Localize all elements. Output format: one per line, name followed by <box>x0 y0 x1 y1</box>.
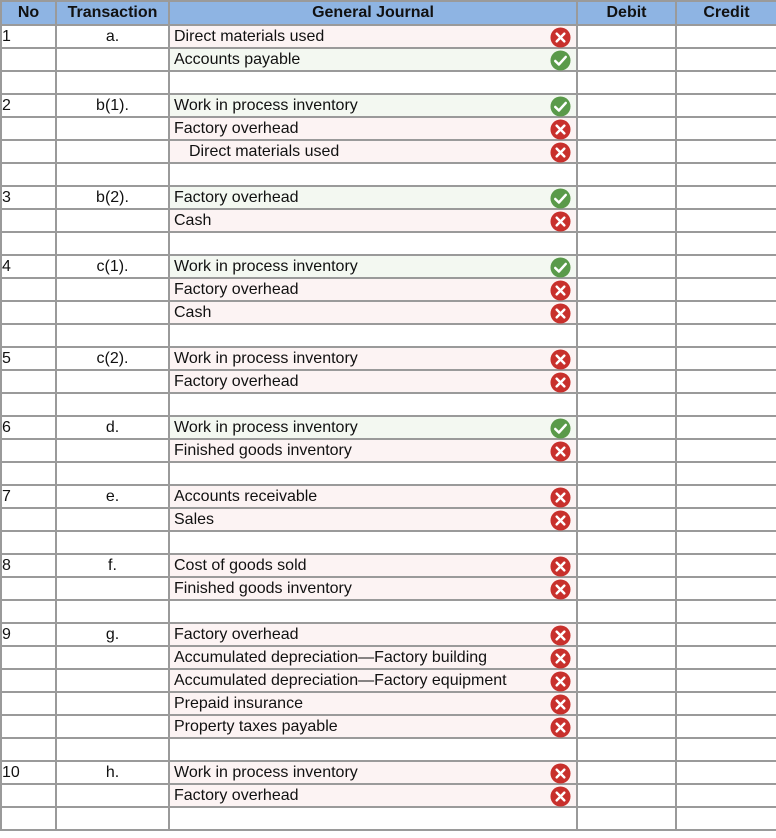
account-name: Sales <box>174 511 215 528</box>
debit-input-cell[interactable] <box>577 209 676 232</box>
table-row <box>1 117 776 140</box>
credit-input-cell[interactable] <box>676 393 776 416</box>
entry-number-cell: 9 <box>1 623 56 646</box>
credit-input-cell[interactable] <box>676 278 776 301</box>
credit-input-cell[interactable] <box>676 416 776 439</box>
x-icon <box>550 211 571 232</box>
transaction-cell <box>56 278 169 301</box>
credit-input-cell[interactable] <box>676 715 776 738</box>
transaction-cell <box>56 784 169 807</box>
entry-number-cell <box>1 508 56 531</box>
account-select-cell[interactable] <box>169 48 577 71</box>
x-icon <box>550 763 571 784</box>
account-name: Factory overhead <box>174 189 299 206</box>
x-icon <box>550 280 571 301</box>
transaction-cell <box>56 71 169 94</box>
header-debit: Debit <box>577 1 676 25</box>
transaction-cell: e. <box>56 485 169 508</box>
debit-input-cell[interactable] <box>577 439 676 462</box>
account-select-cell[interactable] <box>169 669 577 692</box>
credit-input-cell[interactable] <box>676 324 776 347</box>
entry-number-cell <box>1 692 56 715</box>
x-icon <box>550 27 571 48</box>
account-name: Prepaid insurance <box>174 695 303 712</box>
entry-number-cell <box>1 71 56 94</box>
table-row <box>1 807 776 830</box>
debit-input-cell[interactable] <box>577 554 676 577</box>
transaction-cell <box>56 508 169 531</box>
account-select-cell[interactable] <box>169 577 577 600</box>
credit-input-cell[interactable] <box>676 531 776 554</box>
entry-number-cell <box>1 370 56 393</box>
account-select-cell[interactable] <box>169 25 577 48</box>
check-icon <box>550 188 571 209</box>
transaction-cell: b(1). <box>56 94 169 117</box>
x-icon <box>550 142 571 163</box>
table-row <box>1 163 776 186</box>
x-icon <box>550 556 571 577</box>
table-row <box>1 577 776 600</box>
credit-input-cell[interactable] <box>676 485 776 508</box>
account-name: Cost of goods sold <box>174 557 307 574</box>
transaction-cell <box>56 600 169 623</box>
transaction-cell: c(2). <box>56 347 169 370</box>
credit-input-cell[interactable] <box>676 669 776 692</box>
debit-input-cell[interactable] <box>577 784 676 807</box>
entry-number-cell <box>1 715 56 738</box>
table-row <box>1 25 776 48</box>
account-name: Work in process inventory <box>174 350 358 367</box>
entry-number-cell <box>1 807 56 830</box>
debit-input-cell[interactable] <box>577 301 676 324</box>
entry-number-cell: 5 <box>1 347 56 370</box>
account-name: Factory overhead <box>174 787 299 804</box>
check-icon <box>550 96 571 117</box>
account-name: Direct materials used <box>189 143 340 160</box>
transaction-cell <box>56 301 169 324</box>
debit-input-cell[interactable] <box>577 255 676 278</box>
table-row <box>1 186 776 209</box>
debit-input-cell[interactable] <box>577 738 676 761</box>
entry-number-cell <box>1 48 56 71</box>
debit-input-cell[interactable] <box>577 715 676 738</box>
transaction-cell <box>56 209 169 232</box>
debit-input-cell[interactable] <box>577 577 676 600</box>
entry-number-cell <box>1 163 56 186</box>
account-select-cell[interactable] <box>169 531 577 554</box>
transaction-cell <box>56 692 169 715</box>
credit-input-cell[interactable] <box>676 232 776 255</box>
account-select-cell[interactable] <box>169 646 577 669</box>
table-row <box>1 232 776 255</box>
account-name: Finished goods inventory <box>174 580 352 597</box>
account-name: Work in process inventory <box>174 97 358 114</box>
account-name: Cash <box>174 304 212 321</box>
account-select-cell[interactable] <box>169 761 577 784</box>
debit-input-cell[interactable] <box>577 761 676 784</box>
table-row <box>1 623 776 646</box>
table-row <box>1 324 776 347</box>
debit-input-cell[interactable] <box>577 140 676 163</box>
account-select-cell[interactable] <box>169 485 577 508</box>
entry-number-cell <box>1 209 56 232</box>
credit-input-cell[interactable] <box>676 140 776 163</box>
table-row <box>1 71 776 94</box>
check-icon <box>550 50 571 71</box>
credit-input-cell[interactable] <box>676 508 776 531</box>
debit-input-cell[interactable] <box>577 347 676 370</box>
header-no: No <box>1 1 56 25</box>
debit-input-cell[interactable] <box>577 646 676 669</box>
header-credit: Credit <box>676 1 776 25</box>
table-row <box>1 508 776 531</box>
account-select-cell[interactable] <box>169 715 577 738</box>
table-row <box>1 554 776 577</box>
account-select-cell[interactable] <box>169 807 577 830</box>
table-row <box>1 416 776 439</box>
table-row <box>1 393 776 416</box>
x-icon <box>550 510 571 531</box>
entry-number-cell <box>1 738 56 761</box>
entry-number-cell <box>1 669 56 692</box>
transaction-cell <box>56 807 169 830</box>
debit-input-cell[interactable] <box>577 807 676 830</box>
credit-input-cell[interactable] <box>676 761 776 784</box>
account-select-cell[interactable] <box>169 784 577 807</box>
table-row <box>1 715 776 738</box>
transaction-cell <box>56 738 169 761</box>
transaction-cell <box>56 439 169 462</box>
table-row <box>1 209 776 232</box>
x-icon <box>550 625 571 646</box>
transaction-cell: h. <box>56 761 169 784</box>
entry-number-cell <box>1 393 56 416</box>
account-name: Accumulated depreciation—Factory building <box>174 649 488 666</box>
table-row <box>1 370 776 393</box>
transaction-cell <box>56 462 169 485</box>
table-row <box>1 531 776 554</box>
debit-input-cell[interactable] <box>577 623 676 646</box>
journal-body <box>1 25 776 830</box>
debit-input-cell[interactable] <box>577 25 676 48</box>
credit-input-cell[interactable] <box>676 462 776 485</box>
account-select-cell[interactable] <box>169 278 577 301</box>
x-icon <box>550 786 571 807</box>
table-row <box>1 439 776 462</box>
check-icon <box>550 418 571 439</box>
account-select-cell[interactable] <box>169 623 577 646</box>
transaction-cell <box>56 393 169 416</box>
entry-number-cell: 7 <box>1 485 56 508</box>
account-select-cell[interactable] <box>169 140 577 163</box>
entry-number-cell <box>1 462 56 485</box>
debit-input-cell[interactable] <box>577 508 676 531</box>
debit-input-cell[interactable] <box>577 600 676 623</box>
debit-input-cell[interactable] <box>577 324 676 347</box>
transaction-cell <box>56 140 169 163</box>
entry-number-cell <box>1 324 56 347</box>
account-select-cell[interactable] <box>169 186 577 209</box>
account-name: Factory overhead <box>174 373 299 390</box>
account-select-cell[interactable] <box>169 439 577 462</box>
transaction-cell <box>56 163 169 186</box>
transaction-cell <box>56 669 169 692</box>
credit-input-cell[interactable] <box>676 255 776 278</box>
transaction-cell <box>56 715 169 738</box>
transaction-cell <box>56 531 169 554</box>
entry-number-cell <box>1 577 56 600</box>
account-name: Direct materials used <box>174 28 325 45</box>
table-row <box>1 761 776 784</box>
entry-number-cell <box>1 232 56 255</box>
x-icon <box>550 119 571 140</box>
credit-input-cell[interactable] <box>676 692 776 715</box>
table-row <box>1 784 776 807</box>
credit-input-cell[interactable] <box>676 94 776 117</box>
credit-input-cell[interactable] <box>676 370 776 393</box>
transaction-cell: b(2). <box>56 186 169 209</box>
account-select-cell[interactable] <box>169 508 577 531</box>
transaction-cell <box>56 577 169 600</box>
account-name: Work in process inventory <box>174 764 358 781</box>
transaction-cell <box>56 324 169 347</box>
x-icon <box>550 441 571 462</box>
credit-input-cell[interactable] <box>676 600 776 623</box>
table-row <box>1 48 776 71</box>
account-select-cell[interactable] <box>169 301 577 324</box>
entry-number-cell <box>1 600 56 623</box>
x-icon <box>550 349 571 370</box>
transaction-cell <box>56 232 169 255</box>
account-select-cell[interactable] <box>169 600 577 623</box>
header-row <box>1 1 776 25</box>
account-select-cell[interactable] <box>169 94 577 117</box>
debit-input-cell[interactable] <box>577 531 676 554</box>
entry-number-cell: 1 <box>1 25 56 48</box>
entry-number-cell <box>1 439 56 462</box>
credit-input-cell[interactable] <box>676 646 776 669</box>
entry-number-cell: 6 <box>1 416 56 439</box>
table-row <box>1 485 776 508</box>
credit-input-cell[interactable] <box>676 25 776 48</box>
debit-input-cell[interactable] <box>577 232 676 255</box>
account-select-cell[interactable] <box>169 117 577 140</box>
entry-number-cell: 4 <box>1 255 56 278</box>
account-select-cell[interactable] <box>169 255 577 278</box>
transaction-cell <box>56 370 169 393</box>
account-name: Accumulated depreciation—Factory equipment <box>174 672 507 689</box>
x-icon <box>550 671 571 692</box>
entry-number-cell <box>1 531 56 554</box>
credit-input-cell[interactable] <box>676 807 776 830</box>
table-row <box>1 278 776 301</box>
account-select-cell[interactable] <box>169 416 577 439</box>
table-row <box>1 140 776 163</box>
debit-input-cell[interactable] <box>577 692 676 715</box>
table-row <box>1 347 776 370</box>
account-select-cell[interactable] <box>169 738 577 761</box>
entry-number-cell: 3 <box>1 186 56 209</box>
credit-input-cell[interactable] <box>676 71 776 94</box>
account-name: Work in process inventory <box>174 419 358 436</box>
account-select-cell[interactable] <box>169 209 577 232</box>
account-name: Factory overhead <box>174 626 299 643</box>
x-icon <box>550 487 571 508</box>
debit-input-cell[interactable] <box>577 163 676 186</box>
account-name: Factory overhead <box>174 281 299 298</box>
credit-input-cell[interactable] <box>676 209 776 232</box>
entry-number-cell <box>1 117 56 140</box>
transaction-cell <box>56 117 169 140</box>
table-row <box>1 692 776 715</box>
account-name: Property taxes payable <box>174 718 338 735</box>
account-select-cell[interactable] <box>169 324 577 347</box>
table-row <box>1 738 776 761</box>
debit-input-cell[interactable] <box>577 186 676 209</box>
transaction-cell: a. <box>56 25 169 48</box>
entry-number-cell <box>1 646 56 669</box>
credit-input-cell[interactable] <box>676 117 776 140</box>
account-select-cell[interactable] <box>169 163 577 186</box>
entry-number-cell: 10 <box>1 761 56 784</box>
account-name: Accounts receivable <box>174 488 318 505</box>
entry-number-cell: 8 <box>1 554 56 577</box>
account-select-cell[interactable] <box>169 462 577 485</box>
credit-input-cell[interactable] <box>676 163 776 186</box>
debit-input-cell[interactable] <box>577 462 676 485</box>
debit-input-cell[interactable] <box>577 94 676 117</box>
header-general-journal: General Journal <box>169 1 577 25</box>
table-row <box>1 462 776 485</box>
account-name: Work in process inventory <box>174 258 358 275</box>
credit-input-cell[interactable] <box>676 784 776 807</box>
x-icon <box>550 579 571 600</box>
x-icon <box>550 372 571 393</box>
entry-number-cell <box>1 784 56 807</box>
check-icon <box>550 257 571 278</box>
account-select-cell[interactable] <box>169 347 577 370</box>
x-icon <box>550 717 571 738</box>
credit-input-cell[interactable] <box>676 347 776 370</box>
transaction-cell <box>56 646 169 669</box>
account-select-cell[interactable] <box>169 232 577 255</box>
transaction-cell <box>56 48 169 71</box>
account-name: Accounts payable <box>174 51 301 68</box>
table-row <box>1 94 776 117</box>
entry-number-cell: 2 <box>1 94 56 117</box>
transaction-cell: g. <box>56 623 169 646</box>
table-row <box>1 600 776 623</box>
x-icon <box>550 303 571 324</box>
debit-input-cell[interactable] <box>577 669 676 692</box>
debit-input-cell[interactable] <box>577 370 676 393</box>
credit-input-cell[interactable] <box>676 623 776 646</box>
x-icon <box>550 648 571 669</box>
debit-input-cell[interactable] <box>577 416 676 439</box>
transaction-cell: c(1). <box>56 255 169 278</box>
entry-number-cell <box>1 301 56 324</box>
credit-input-cell[interactable] <box>676 738 776 761</box>
credit-input-cell[interactable] <box>676 439 776 462</box>
credit-input-cell[interactable] <box>676 186 776 209</box>
debit-input-cell[interactable] <box>577 278 676 301</box>
entry-number-cell <box>1 140 56 163</box>
entry-number-cell <box>1 278 56 301</box>
account-select-cell[interactable] <box>169 393 577 416</box>
transaction-cell: f. <box>56 554 169 577</box>
table-row <box>1 255 776 278</box>
debit-input-cell[interactable] <box>577 71 676 94</box>
debit-input-cell[interactable] <box>577 48 676 71</box>
debit-input-cell[interactable] <box>577 117 676 140</box>
debit-input-cell[interactable] <box>577 393 676 416</box>
account-select-cell[interactable] <box>169 71 577 94</box>
table-row <box>1 301 776 324</box>
transaction-cell: d. <box>56 416 169 439</box>
header-transaction: Transaction <box>56 1 169 25</box>
account-select-cell[interactable] <box>169 370 577 393</box>
credit-input-cell[interactable] <box>676 577 776 600</box>
account-select-cell[interactable] <box>169 554 577 577</box>
x-icon <box>550 694 571 715</box>
account-name: Factory overhead <box>174 120 299 137</box>
table-row <box>1 669 776 692</box>
table-row <box>1 646 776 669</box>
account-select-cell[interactable] <box>169 692 577 715</box>
account-name: Cash <box>174 212 212 229</box>
credit-input-cell[interactable] <box>676 301 776 324</box>
credit-input-cell[interactable] <box>676 554 776 577</box>
credit-input-cell[interactable] <box>676 48 776 71</box>
account-name: Finished goods inventory <box>174 442 352 459</box>
debit-input-cell[interactable] <box>577 485 676 508</box>
